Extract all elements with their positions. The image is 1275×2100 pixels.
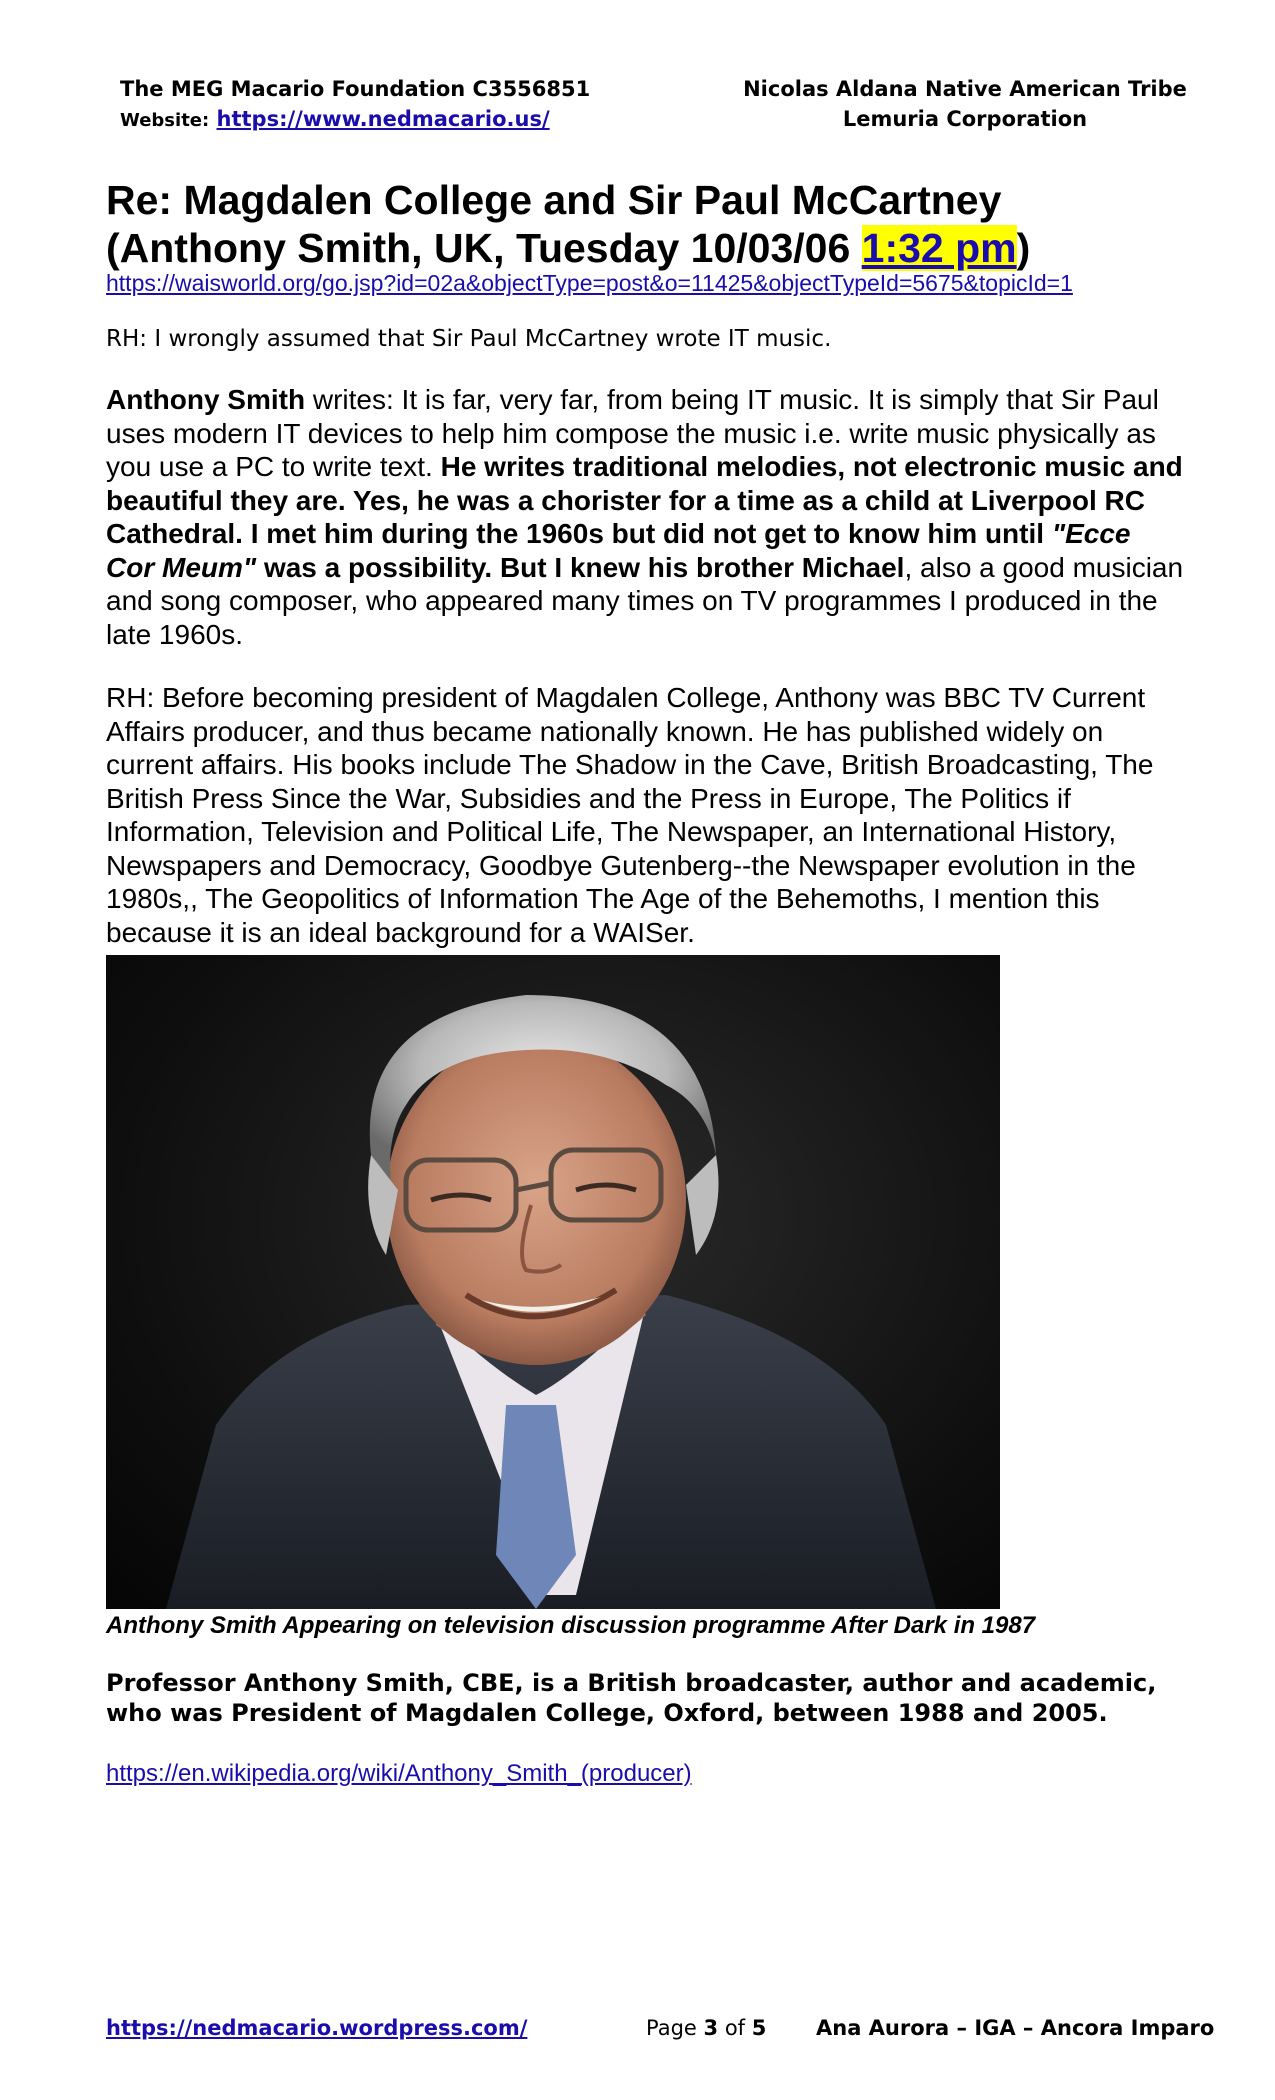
rh-prefix: RH: — [106, 326, 155, 352]
page-number — [646, 2016, 766, 2040]
page-label: Page — [646, 2016, 704, 2040]
website-line — [120, 104, 680, 136]
para1-bold2: was a possibility. But I knew his brother Michael — [256, 551, 905, 583]
website-link[interactable]: https://www.nedmacario.us/ — [216, 107, 550, 131]
tribe-name: Nicolas Aldana Native American Tribe — [743, 77, 1187, 101]
portrait-illustration — [106, 955, 1000, 1609]
para1-bold1: He writes traditional melodies, not electronic music and beautiful they are. Yes, he was a chorister for a time as a child at Liverpool RC Cathedral. I met him during the 1960s but did not get to know him until — [106, 451, 1183, 549]
para1-title-italic: "Ecce Cor Meum" — [106, 518, 1131, 583]
para1-text2: , also a good musician and song composer, who appeared many times on TV programmes I produced in the late 1960s. — [106, 551, 1184, 650]
author-name: Anthony Smith — [106, 384, 306, 415]
page-current: 3 — [703, 2016, 719, 2040]
title-close: ) — [1016, 225, 1031, 271]
portrait-photo — [106, 955, 1000, 1609]
title-time-highlight[interactable]: 1:32 pm — [861, 225, 1017, 271]
source-link[interactable]: https://waisworld.org/go.jsp?id=02a&objectType=post&o=11425&objectTypeId=5675&topicId=1 — [106, 270, 1073, 296]
smith-paragraph — [106, 383, 1186, 651]
page-of: of — [718, 2016, 752, 2040]
rh-text: I wrongly assumed that Sir Paul McCartney wrote IT music. — [154, 326, 832, 352]
page-total: 5 — [751, 2016, 767, 2040]
foundation-name: The MEG Macario Foundation C3556851 — [120, 77, 591, 101]
rh-note — [106, 326, 1186, 352]
title-main: Re: Magdalen College and Sir Paul McCartney (Anthony Smith, UK, Tuesday 10/03/06 — [106, 177, 1002, 271]
corporation-name: Lemuria Corporation — [842, 107, 1088, 131]
header-left — [120, 74, 680, 136]
wikipedia-link[interactable]: https://en.wikipedia.org/wiki/Anthony_Smith_(producer) — [106, 1760, 692, 1787]
rh-paragraph: RH: Before becoming president of Magdalen College, Anthony was BBC TV Current Affairs producer, and thus became nationally known. He has published widely on current affairs. His books include The Shadow in the Cave, British Broadcasting, The British Press Since the War, Subsidies and the Press in Europe, The Politics if Information, Television and Political Life, The Newspaper, an International History, Newspapers and Democracy, Goodbye Gutenberg--the Newspaper evolution in the 1980s,, The Geopolitics of Information The Age of the Behemoths, I mention this because it is an ideal background for a WAISer. — [106, 682, 1154, 948]
para1-text1: writes: It is far, very far, from being IT music. It is simply that Sir Paul uses modern IT devices to help him compose the music i.e. write music physically as you use a PC to write text. — [106, 384, 1159, 482]
footer-left — [106, 2016, 527, 2040]
page-title — [106, 176, 1186, 272]
header-right — [740, 74, 1190, 134]
footer-right: Ana Aurora – IGA – Ancora Imparo — [816, 2016, 1215, 2040]
footer-blog-link[interactable]: https://nedmacario.wordpress.com/ — [106, 2016, 528, 2040]
bio-paragraph: Professor Anthony Smith, CBE, is a British broadcaster, author and academic, who was President of Magdalen College, Oxford, between 1988 and 2005. — [106, 1669, 1157, 1727]
photo-caption: Anthony Smith Appearing on television discussion programme After Dark in 1987 — [106, 1612, 1036, 1639]
website-label: Website: — [120, 110, 210, 131]
